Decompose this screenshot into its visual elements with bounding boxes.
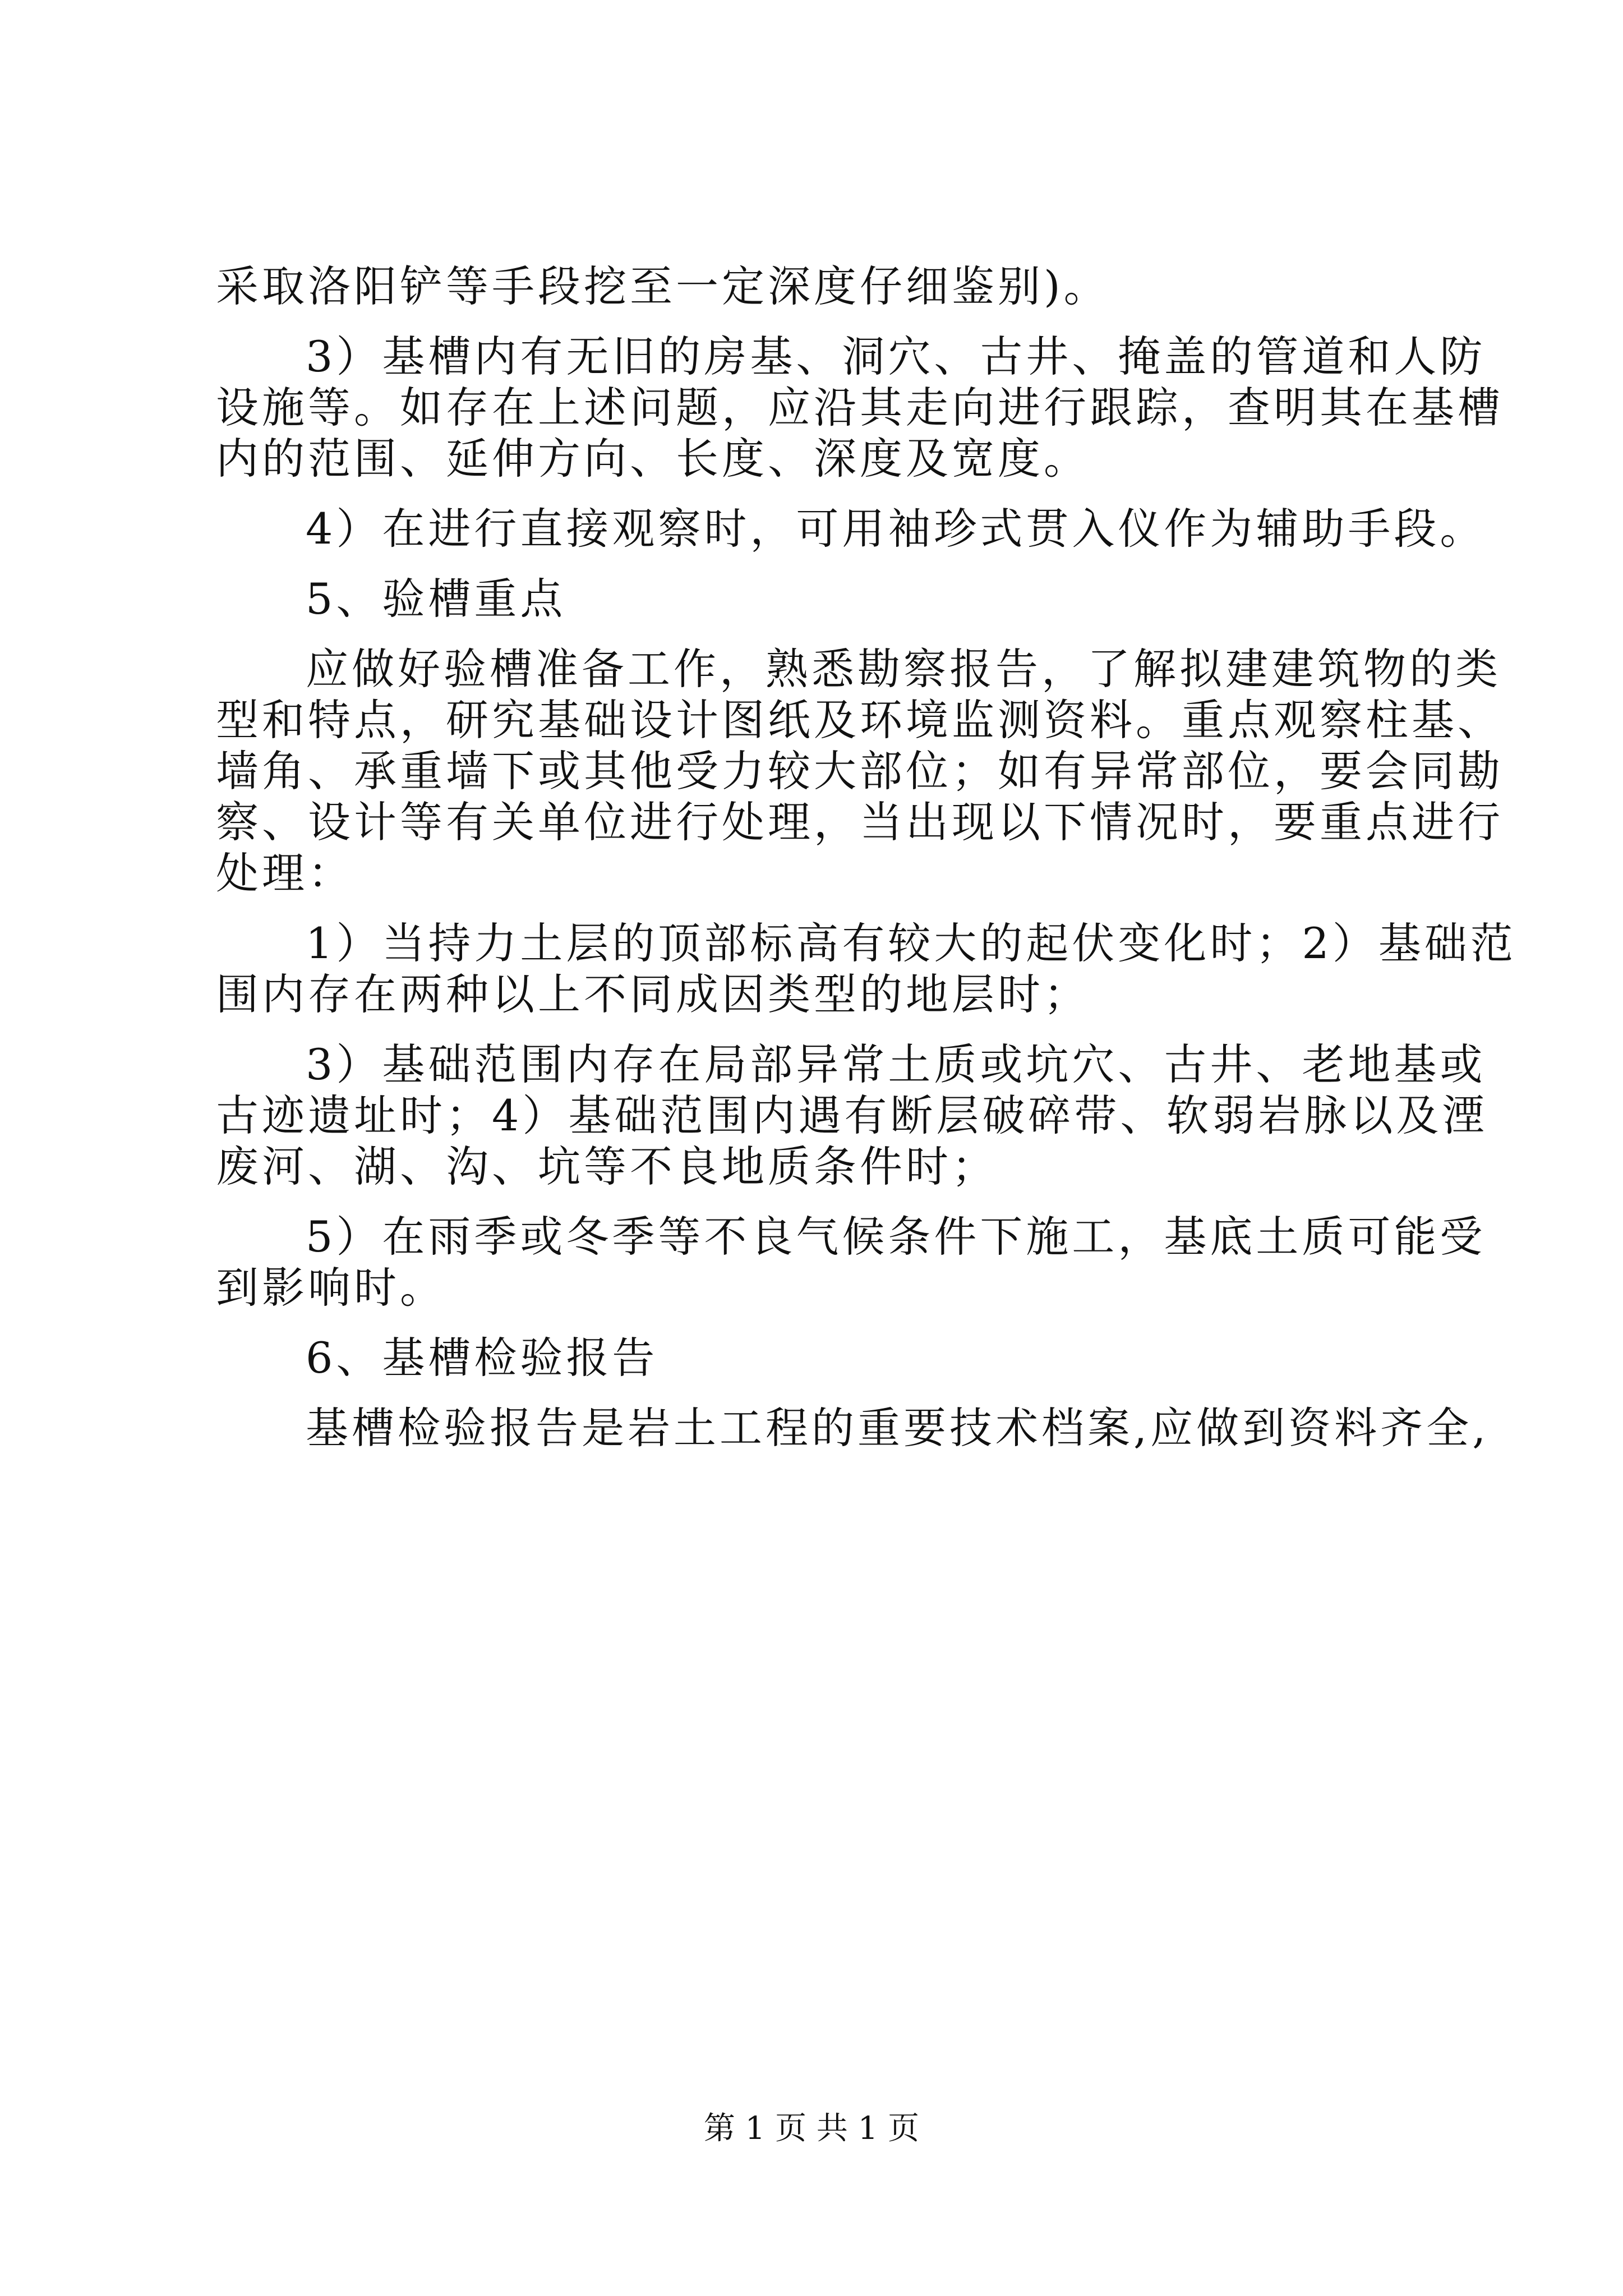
text-line: 采取洛阳铲等手段挖至一定深度仔细鉴别)。 xyxy=(216,261,1110,311)
text-line: 5）在雨季或冬季等不良气候条件下施工，基底土质可能受 xyxy=(306,1212,1486,1262)
page-footer xyxy=(0,2104,1623,2148)
text-line: 废河、湖、沟、坑等不良地质条件时； xyxy=(216,1142,998,1191)
text-line: 型和特点，研究基础设计图纸及环境监测资料。重点观察柱基、 xyxy=(216,695,1504,745)
text-line: 墙角、承重墙下或其他受力较大部位；如有异常部位，要会同勘 xyxy=(216,746,1504,796)
text-line: 3）基础范围内存在局部异常土质或坑穴、古井、老地基或 xyxy=(306,1039,1486,1089)
text-line: 4）在进行直接观察时，可用袖珍式贯入仪作为辅助手段。 xyxy=(306,504,1486,554)
text-line: 应做好验槽准备工作，熟悉勘察报告，了解拟建建筑物的类 xyxy=(306,644,1501,694)
text-line: 设施等。如存在上述问题，应沿其走向进行跟踪，查明其在基槽 xyxy=(216,383,1504,432)
text-line: 3）基槽内有无旧的房基、洞穴、古井、掩盖的管道和人防 xyxy=(306,332,1486,381)
text-line: 到影响时。 xyxy=(216,1263,446,1313)
section-heading: 6、基槽检验报告 xyxy=(306,1333,658,1383)
document-body xyxy=(216,252,1516,1453)
text-line: 察、设计等有关单位进行处理，当出现以下情况时，要重点进行 xyxy=(216,797,1504,847)
text-line: 围内存在两种以上不同成因类型的地层时； xyxy=(216,969,1090,1019)
page-number-label: 第 1 页 共 1 页 xyxy=(703,2110,920,2147)
text-line: 内的范围、延伸方向、长度、深度及宽度。 xyxy=(216,434,1090,484)
text-line: 处理： xyxy=(216,848,354,898)
text-line: 基槽检验报告是岩土工程的重要技术档案,应做到资料齐全, xyxy=(306,1403,1490,1453)
section-heading: 5、验槽重点 xyxy=(306,574,566,624)
text-line: 1）当持力土层的顶部标高有较大的起伏变化时；2）基础范 xyxy=(306,918,1516,968)
text-line: 古迹遗址时；4）基础范围内遇有断层破碎带、软弱岩脉以及湮 xyxy=(216,1091,1488,1140)
